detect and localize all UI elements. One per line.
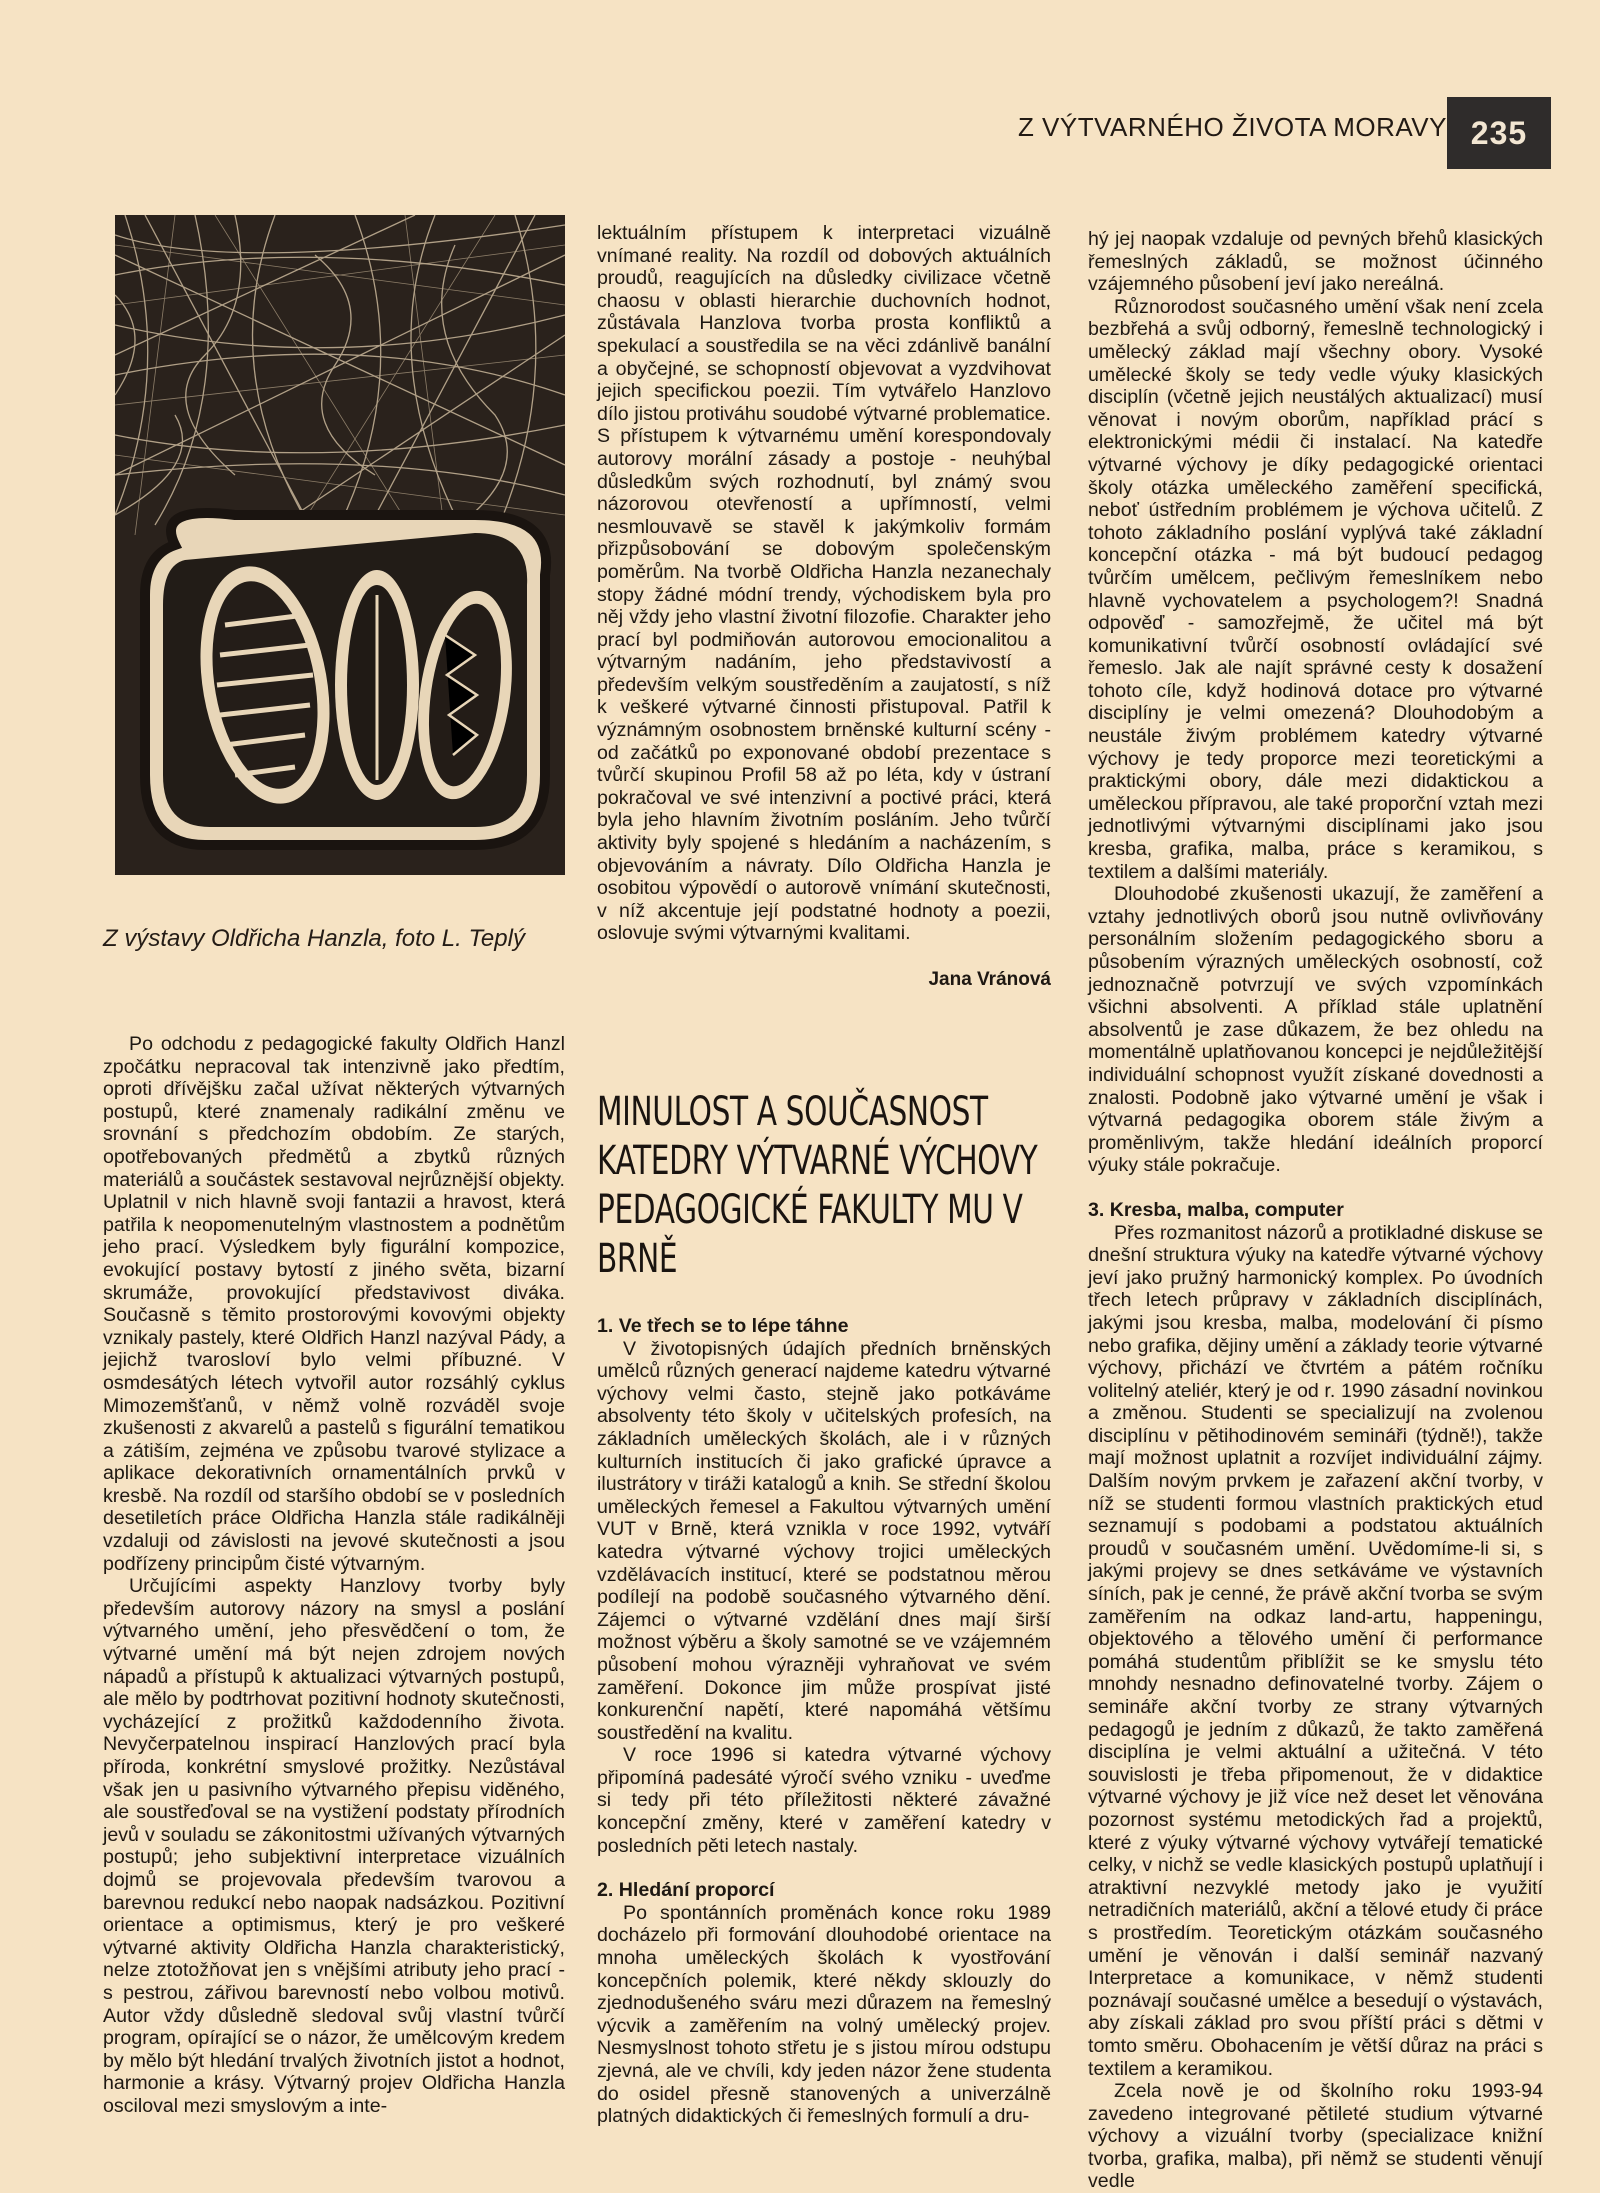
paragraph: V životopisných údajích předních brněnských umělců různých generací najdeme katedru výtvarné výchovy velmi často, stejně jako potkáváme absolventy této školy v učitelských profesích, na základních uměleckých školách, ale i v různých kulturních institucích či jako grafické úpravce a ilustrátory v tiráži katalogů a knih. Se střední školou uměleckých řemesel a Fakultou výtvarných umění VUT v Brně, která vznikla v roce 1992, vytváří katedra výtvarné výchovy trojici uměleckých vzdělávacích institucí, které se podstatnou měrou podílejí na podobě současného výtvarného dění. Zájemci o výtvarné vzdělání dnes mají širší možnost výběru a školy samotné se ve vzájemném působení mohou výrazněji vyhraňovat ve svém zaměření. Dokonce jim může prospívat jisté konkurenční napětí, které napomáhá většímu soustředění na kvalitu. bbox=[597, 1337, 1051, 1744]
page-number: 235 bbox=[1447, 97, 1551, 169]
paragraph: Po spontánních proměnách konce roku 1989 docházelo při formování dlouhodobé orientace na mnoha uměleckých školách k vyostřování koncepčních polemik, které někdy sklouzly do zjednodušeného sváru mezi důrazem na řemeslný výcvik a zaměřením na volný umělecký projev. Nesmyslnost tohoto střetu je s jistou mírou odstupu zjevná, ale ve chvíli, kdy jeden názor žene studenta do osidel přesně stanovených a univerzálně platných didaktických či řemeslných formulí a dru- bbox=[597, 1901, 1051, 2128]
paragraph: Zcela nově je od školního roku 1993-94 zavedeno integrované pětileté studium výtvarné výchovy a vizuální tvorby (specializace knižní tvorba, grafika, malba), při němž se studenti věnují vedle bbox=[1088, 2080, 1543, 2193]
paragraph: Po odchodu z pedagogické fakulty Oldřich Hanzl zpočátku nepracoval tak intenzivně jako předtím, oproti dřívějšku začal užívat některých výtvarných postupů, které znamenaly radikální změnu ve srovnání s předchozím obdobím. Ze starých, opotřebovaných předmětů a zbytků různých materiálů a součástek sestavoval nejrůznější objekty. Uplatnil v nich hlavně svoji fantazii a hravost, která patřila k neopomenutelným vlastnostem a podnětům jeho prací. Výsledkem byly figurální kompozice, evokující postavy bytostí z jiného světa, bizarní skrumáže, provokující představivost diváka. Současně s těmito prostorovými kovovými objekty vznikaly pastely, které Oldřich Hanzl nazýval Pády, a jejichž tvarosloví bylo velmi příbuzné. V osmdesátých létech vytvořil autor rozsáhlý cyklus Mimozemšťanů, v němž volně rozváděl svoje zkušenosti z akvarelů a pastelů s figurální tematikou a zátiším, zejména ve způsobu tvarové stylizace a aplikace dekorativních ornamentálních prvků v kresbě. Na rozdíl od staršího období se v posledních desetiletích práce Oldřicha Hanzla stále radikálněji vzdaluji od závislosti na jevové skutečnosti a jsou podřízeny principům čisté výtvarným. bbox=[103, 1033, 565, 1575]
section-heading: 1. Ve třech se to lépe táhne bbox=[597, 1315, 849, 1337]
column-2-lower bbox=[597, 1315, 1051, 2128]
paragraph: Přes rozmanitost názorů a protikladné diskuse se dnešní struktura výuky na katedře výtvarné výchovy jeví jako pružný harmonický komplex. Po úvodních třech letech průpravy v základních disciplínách, jakými jsou kresba, malba, modelování či písmo nebo grafika, dějiny umění a základy teorie výtvarné výchovy, přichází ve čtvrtém a pátém ročníku volitelný ateliér, který je od r. 1990 zásadní novinkou a změnou. Studenti se specializují na zvolenou disciplínu v pětihodinovém semináři (týdně!), takže mají možnost uplatnit a rozvíjet individuální zájmy. Dalším novým prvkem je zařazení akční tvorby, v níž se studenti formou vlastních praktických etud seznamují s podobami a podstatou aktuálních proudů v současném umění. Uvědomíme-li si, s jakými projevy se dnes setkáváme ve výstavních síních, pak je cenné, že právě akční tvorba se svým zaměřením na odkaz land-artu, happeningu, objektového a tělového umění či performance pomáhá studentům přiblížit se ke smyslu této mnohdy nesnadno definovatelné tvorby. Zájem o semináře akční tvorby ze strany výtvarných pedagogů je jedním z důkazů, že takto zaměřená disciplína je velmi aktuální a užitečná. V této souvislosti je třeba připomenout, že v didaktice výtvarné výchovy je již více než deset let věnována pozornost systému metodických řad a projektů, které z výuky výtvarné výchovy vytvářejí tematické celky, v nichž se vedle klasických postupů uplatňují i atraktivní nezvyklé metody jako je využití netradičních materiálů, akční a tělové etudy či práce s prostředím. Teoretickým otázkám současného umění je věnován i další seminář nazvaný Interpretace a komunikace, v němž studenti poznávají současné umělce a besedují o výstavách, aby získali základ pro svou příští práci s dětmi v tomto směru. Obohacením je větší důraz na práci s textilem a keramikou. bbox=[1088, 1221, 1543, 2080]
running-header-title: Z VÝTVARNÉHO ŽIVOTA MORAVY bbox=[1017, 112, 1447, 142]
paragraph: hý jej naopak vzdaluje od pevných břehů klasických řemeslných základů, se možnost účinného vzájemného působení jeví jako nereálná. bbox=[1088, 228, 1543, 296]
column-2 bbox=[597, 222, 1051, 992]
column-1 bbox=[103, 1033, 565, 2118]
section-heading: 2. Hledání proporcí bbox=[597, 1879, 775, 1902]
article-title: MINULOST A SOUČASNOST KATEDRY VÝTVARNÉ VÝCHOVY PEDAGOGICKÉ FAKULTY MU V BRNĚ bbox=[597, 1089, 1038, 1282]
article-author: Jana Vránová bbox=[928, 969, 1051, 990]
artwork-image bbox=[115, 215, 565, 875]
paragraph: lektuálním přístupem k interpretaci vizuálně vnímané reality. Na rozdíl od dobových aktuálních proudů, reagujících na důsledky civilizace včetně chaosu v oblasti hierarchie duchovních hodnot, zůstávala Hanzlova tvorba prosta konfliktů a spekulací a soustředila se na věci zdánlivě banální a obyčejné, se schopností objevovat a vyzdvihovat jejich specifickou poezii. Tím vytvářelo Hanzlovo dílo jistou protiváhu soudobé výtvarné problematice. S přístupem k výtvarnému umění korespondovaly autorovy morální zásady a postoje - neuhýbal důsledkům svých rozhodnutí, byl známý svou názorovou otevřeností a upřímností, velmi nesmlouvavě se stavěl k jakýmkoliv formám přizpůsobování se dobovým společenským poměrům. Na tvorbě Oldřicha Hanzla nezanechaly stopy žádné módní trendy, východiskem byla pro něj vždy jeho vlastní životní filozofie. Charakter jeho prací byl podmiňován autorovou emocionalitou a výtvarným nadáním, jeho představivostí a především velkým soustředěním a zaujatostí, s níž k veškeré výtvarné činnosti přistupoval. Patřil k význámným osobnostem brněnské kulturní scény - od začátků po exponované období prezentace s tvůrčí skupinou Profil 58 až po léta, kdy v ústraní pokračoval ve své intenzivní a poctivé práci, která byla jeho hlavním životním posláním. Jeho tvůrčí aktivity byly spojené s hledáním a nacházením, s objevováním a návraty. Dílo Oldřicha Hanzla je osobitou výpovědí o autorově vnímání skutečnosti, v níž akcentuje její podstatné hodnoty a poezii, oslovuje svými výtvarnými kvalitami. bbox=[597, 222, 1051, 945]
linocut-fish-artwork-icon bbox=[115, 215, 565, 875]
figure-caption: Z výstavy Oldřicha Hanzla, foto L. Teplý bbox=[103, 925, 525, 952]
paragraph: Různorodost současného umění však není zcela bezbřehá a svůj odborný, řemeslně technologický i umělecký základ mají všechny obory. Vysoké umělecké školy se tedy vedle výuky klasických disciplín (včetně jejich neustálých aktualizací) musí věnovat i novým oborům, například prácí s elektronickými médii či instalací. Na katedře výtvarné výchovy je díky pedagogické orientaci školy otázka uměleckého zaměření specifická, neboť ústředním problémem je výchova učitelů. Z tohoto základního poslání vyplývá také základní koncepční otázka - má být budoucí pedagog tvůrčím umělcem, pečlivým řemeslníkem nebo hlavně vychovatelem a psychologem?! Snadná odpověď - samozřejmě, že učitel má být komunikativní tvůrčí osobností ovládající své řemeslo. Jak ale najít správné cesty k dosažení tohoto cíle, když hodinová dotace pro výtvarné disciplíny je velmi omezená? Dlouhodobým a neustále živým problémem katedry výtvarné výchovy je tedy proporce mezi teoretickými a praktickými obory, dále mezi didaktickou a uměleckou přípravou, ale také proporční vztah mezi jednotlivými výtvarnými disciplínami jako jsou kresba, grafika, malba, práce s keramikou, s textilem a dalšími materiály. bbox=[1088, 295, 1543, 883]
paragraph: Určujícími aspekty Hanzlovy tvorby byly především autorovy názory na smysl a poslání výtvarného umění, jeho přesvědčení o tom, že výtvarné umění má být nejen zdrojem nových nápadů a přístupů k aktualizaci výtvarných postupů, ale mělo by podtrhovat pozitivní hodnoty skutečnosti, vycházející z prožitků každodenního života. Nevyčerpatelnou inspirací Hanzlových prací byla příroda, konkrétní smyslové prožitky. Nezůstával však jen u pasivního výtvarného přepisu viděného, ale soustřeďoval se na vystižení podstaty přírodních jevů v souladu se zákonitostmi užívaných výtvarných postupů; jeho subjektivní interpretace vizuálních dojmů se projevovala především tvarovou a barevnou redukcí nebo naopak nadsázkou. Pozitivní orientace a optimismus, který je pro veškeré výtvarné aktivity Oldřicha Hanzla charakteristický, nelze ztotožňovat jen s vnějšími atributy jeho prací - s pestrou, zářivou barevností nebo volbou motivů. Autor vždy důsledně sledoval svůj vlastní tvůrčí program, opírající se o názor, že umělcovým kredem by mělo být hledání trvalých životních jistot a hodnot, harmonie a krásy. Výtvarný projev Oldřicha Hanzla osciloval mezi smyslovým a inte- bbox=[103, 1575, 565, 2117]
section-heading: 3. Kresba, malba, computer bbox=[1088, 1198, 1344, 1221]
column-3 bbox=[1088, 228, 1543, 2193]
paragraph: V roce 1996 si katedra výtvarné výchovy připomíná padesáté výročí svého vzniku - uveďme si tedy při této příležitosti některé závažné koncepční změny, které v zaměření katedry v posledních pěti letech nastaly. bbox=[597, 1744, 1051, 1857]
paragraph: Dlouhodobé zkušenosti ukazují, že zaměření a vztahy jednotlivých oborů jsou nutně ovlivňovány personálním složením pedagogického sboru a působením výrazných uměleckých osobností, což jednoznačně potvrzují ve svých vzpomínkách všichni absolventi. A příklad stále uplatnění absolventů je zase důkazem, že bez ohledu na momentálně uplatňovanou koncepci je nejdůležitější individuální schopnost využít získané dovednosti a znalosti. Podobně jako výtvarné umění je však i výtvarná pedagogika oborem stále živým a proměnlivým, takže hledání ideálních proporcí výuky stále pokračuje. bbox=[1088, 883, 1543, 1177]
